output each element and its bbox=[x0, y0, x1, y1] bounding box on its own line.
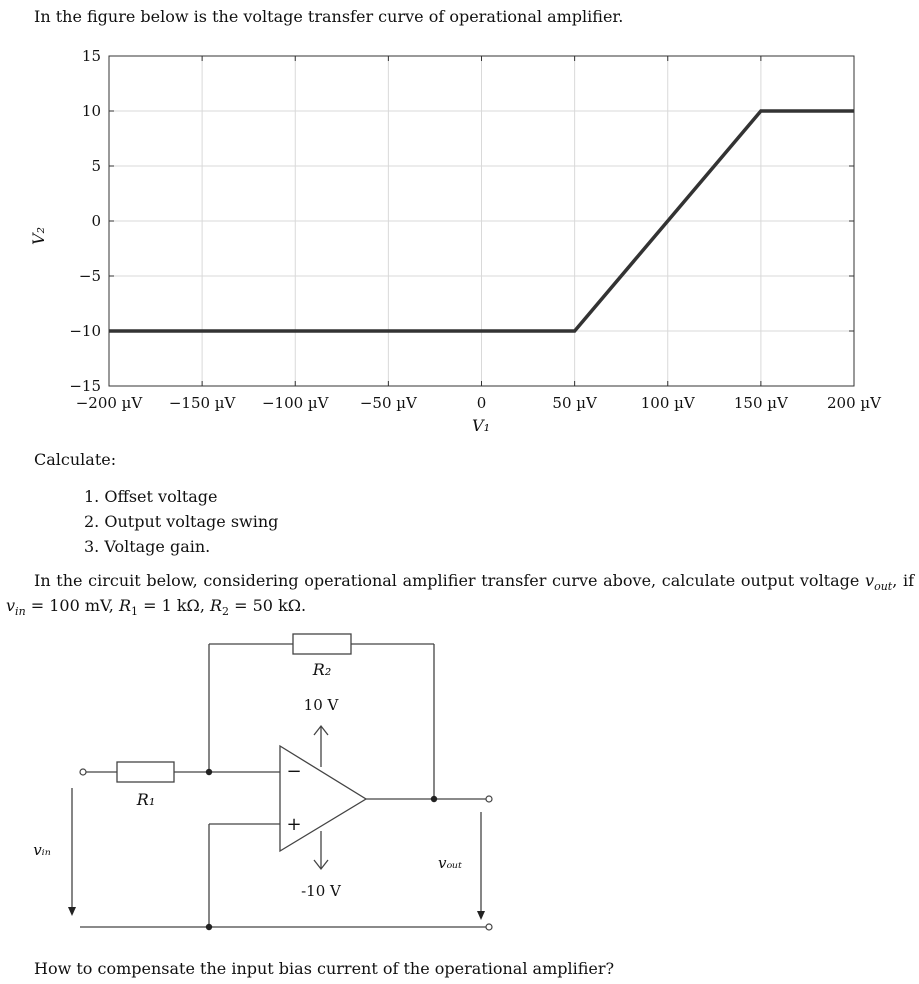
y-tick-label: −15 bbox=[69, 377, 101, 395]
x-axis-label: V₁ bbox=[472, 416, 490, 435]
question-item: 3. Voltage gain. bbox=[84, 537, 211, 556]
resistor-r1 bbox=[117, 762, 174, 782]
vin-subscript: in bbox=[15, 605, 26, 619]
x-tick-label: 150 µV bbox=[733, 394, 788, 412]
vin-arrowhead-icon bbox=[68, 907, 76, 916]
r1-subscript: 1 bbox=[131, 605, 139, 619]
r2-subscript: 2 bbox=[222, 605, 230, 619]
vout-arrowhead-icon bbox=[477, 911, 485, 920]
circuit-text-suffix: , if bbox=[892, 571, 915, 590]
x-tick-label: −200 µV bbox=[75, 394, 143, 412]
terminal-ground bbox=[486, 924, 492, 930]
terminal-input bbox=[80, 769, 86, 775]
vout-label: vₒᵤₜ bbox=[438, 854, 462, 872]
intro-text: In the figure below is the voltage transfer curve of operational amplifier. bbox=[34, 7, 624, 26]
y-tick-label: 15 bbox=[81, 47, 101, 65]
y-tick-labels bbox=[69, 47, 101, 395]
y-tick-label: −5 bbox=[78, 267, 101, 285]
vin-symbol: v bbox=[6, 596, 16, 615]
r2-label: R₂ bbox=[312, 660, 332, 679]
terminal-output bbox=[486, 796, 492, 802]
vin-value: = 100 mV, bbox=[25, 596, 119, 615]
vout-subscript: out bbox=[874, 580, 893, 594]
resistor-r2 bbox=[293, 634, 351, 654]
final-question: How to compensate the input bias current of the operational amplifier? bbox=[34, 959, 615, 978]
x-tick-label: 100 µV bbox=[640, 394, 695, 412]
y-tick-label: 10 bbox=[81, 102, 101, 120]
circuit-text-prefix: In the circuit below, considering operational amplifier transfer curve above, calculate output voltage bbox=[34, 571, 866, 590]
x-tick-label: 0 bbox=[476, 394, 487, 412]
junction-node-inverting bbox=[206, 769, 212, 775]
question-list bbox=[84, 484, 278, 559]
y-axis-label: V₂ bbox=[29, 227, 48, 245]
noninverting-input-sign: + bbox=[286, 814, 302, 835]
inverting-input-sign: − bbox=[286, 761, 302, 782]
junction-node-output bbox=[431, 796, 437, 802]
circuit-description-line2 bbox=[6, 596, 306, 622]
x-tick-labels bbox=[76, 394, 882, 412]
circuit-diagram bbox=[0, 625, 919, 955]
question-item: 2. Output voltage swing bbox=[84, 512, 279, 531]
x-tick-label: 200 µV bbox=[827, 394, 881, 412]
r2-value: = 50 kΩ. bbox=[229, 596, 307, 615]
vin-label: vᵢₙ bbox=[33, 841, 51, 859]
x-tick-label: −50 µV bbox=[359, 394, 417, 412]
x-tick-label: 50 µV bbox=[552, 394, 597, 412]
vout-symbol: v bbox=[865, 571, 875, 590]
transfer-curve-chart bbox=[0, 0, 919, 445]
calculate-label: Calculate: bbox=[34, 450, 117, 469]
chart-grid bbox=[109, 56, 854, 386]
x-tick-label: −100 µV bbox=[261, 394, 329, 412]
supply-minus-label: -10 V bbox=[301, 882, 341, 900]
r1-symbol: R bbox=[118, 596, 132, 615]
y-tick-label: 5 bbox=[91, 157, 101, 175]
x-tick-label: −150 µV bbox=[168, 394, 236, 412]
y-tick-label: 0 bbox=[91, 212, 101, 230]
r2-symbol: R bbox=[210, 596, 223, 615]
r1-label: R₁ bbox=[136, 790, 156, 809]
supply-plus-label: 10 V bbox=[303, 696, 339, 714]
y-tick-label: −10 bbox=[69, 322, 101, 340]
junction-node-ground bbox=[206, 924, 212, 930]
circuit-description-line1 bbox=[34, 571, 914, 597]
r1-value: = 1 kΩ, bbox=[138, 596, 210, 615]
question-item: 1. Offset voltage bbox=[84, 487, 218, 506]
